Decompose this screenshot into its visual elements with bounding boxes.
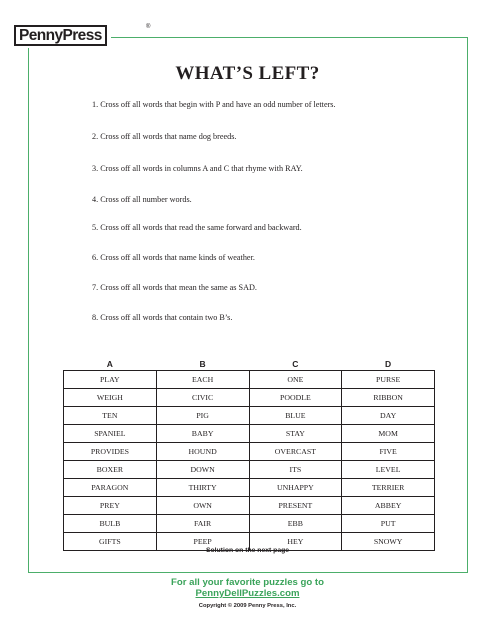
clue-5: 5. Cross off all words that read the same forward and backward. (92, 223, 302, 232)
penny-press-logo (12, 23, 111, 48)
grid-cell: BOXER (64, 461, 157, 479)
copyright-notice: Copyright © 2009 Penny Press, Inc. (198, 603, 297, 609)
grid-cell: PIG (156, 407, 249, 425)
grid-cell: HOUND (156, 443, 249, 461)
grid-cell: PARAGON (64, 479, 157, 497)
grid-cell: BLUE (249, 407, 342, 425)
promo-line: For all your favorite puzzles go to (171, 577, 324, 588)
grid-cell: SNOWY (342, 533, 435, 551)
grid-cell: ABBEY (342, 497, 435, 515)
grid-cell: CIVIC (156, 389, 249, 407)
grid-cell: OVERCAST (249, 443, 342, 461)
column-header-c: C (292, 358, 299, 369)
grid-cell: POODLE (249, 389, 342, 407)
clue-3: 3. Cross off all words in columns A and C that rhyme with RAY. (92, 164, 303, 173)
grid-cell: ONE (249, 371, 342, 389)
grid-cell: DAY (342, 407, 435, 425)
grid-row (64, 461, 435, 479)
grid-cell: FIVE (342, 443, 435, 461)
grid-cell: LEVEL (342, 461, 435, 479)
grid-row (64, 443, 435, 461)
clue-6: 6. Cross off all words that name kinds of weather. (92, 253, 255, 262)
grid-cell: THIRTY (156, 479, 249, 497)
grid-cell: EBB (249, 515, 342, 533)
grid-row (64, 497, 435, 515)
grid-header-row (64, 357, 435, 371)
grid-cell: OWN (156, 497, 249, 515)
grid-cell: PROVIDES (64, 443, 157, 461)
promo-block (0, 577, 495, 599)
page-title: WHAT’S LEFT? (175, 63, 320, 84)
logo-text: PennyPress (14, 25, 107, 46)
registered-mark: ® (146, 24, 151, 30)
grid-cell: WEIGH (64, 389, 157, 407)
puzzles-website-link[interactable]: PennyDellPuzzles.com (195, 588, 300, 599)
grid-cell: UNHAPPY (249, 479, 342, 497)
grid-cell: BULB (64, 515, 157, 533)
grid-row (64, 479, 435, 497)
column-header-a: A (106, 358, 113, 369)
grid-cell: SPANIEL (64, 425, 157, 443)
column-header-b: B (199, 358, 206, 369)
grid-cell: TERRIER (342, 479, 435, 497)
clue-4: 4. Cross off all number words. (92, 195, 192, 204)
grid-cell: HEY (249, 533, 342, 551)
grid-cell: FAIR (156, 515, 249, 533)
column-header-d: D (385, 358, 392, 369)
grid-cell: BABY (156, 425, 249, 443)
grid-cell: PUT (342, 515, 435, 533)
grid-cell: PREY (64, 497, 157, 515)
grid-row (64, 407, 435, 425)
grid-cell: PURSE (342, 371, 435, 389)
grid-row (64, 389, 435, 407)
word-grid (63, 357, 435, 551)
grid-cell: GIFTS (64, 533, 157, 551)
grid-cell: MOM (342, 425, 435, 443)
grid-cell: TEN (64, 407, 157, 425)
grid-cell: ITS (249, 461, 342, 479)
clue-7: 7. Cross off all words that mean the same as SAD. (92, 283, 257, 292)
clue-1: 1. Cross off all words that begin with P and have an odd number of letters. (92, 100, 336, 109)
grid-cell: PLAY (64, 371, 157, 389)
grid-cell: EACH (156, 371, 249, 389)
clue-2: 2. Cross off all words that name dog breeds. (92, 132, 237, 141)
grid-row (64, 425, 435, 443)
grid-cell: PRESENT (249, 497, 342, 515)
grid-cell: PEEP (156, 533, 249, 551)
clue-8: 8. Cross off all words that contain two B’s. (92, 313, 233, 322)
grid-row (64, 515, 435, 533)
solution-note: Solution on the next page (205, 547, 290, 554)
grid-row (64, 371, 435, 389)
grid-cell: STAY (249, 425, 342, 443)
grid-cell: RIBBON (342, 389, 435, 407)
grid-cell: DOWN (156, 461, 249, 479)
